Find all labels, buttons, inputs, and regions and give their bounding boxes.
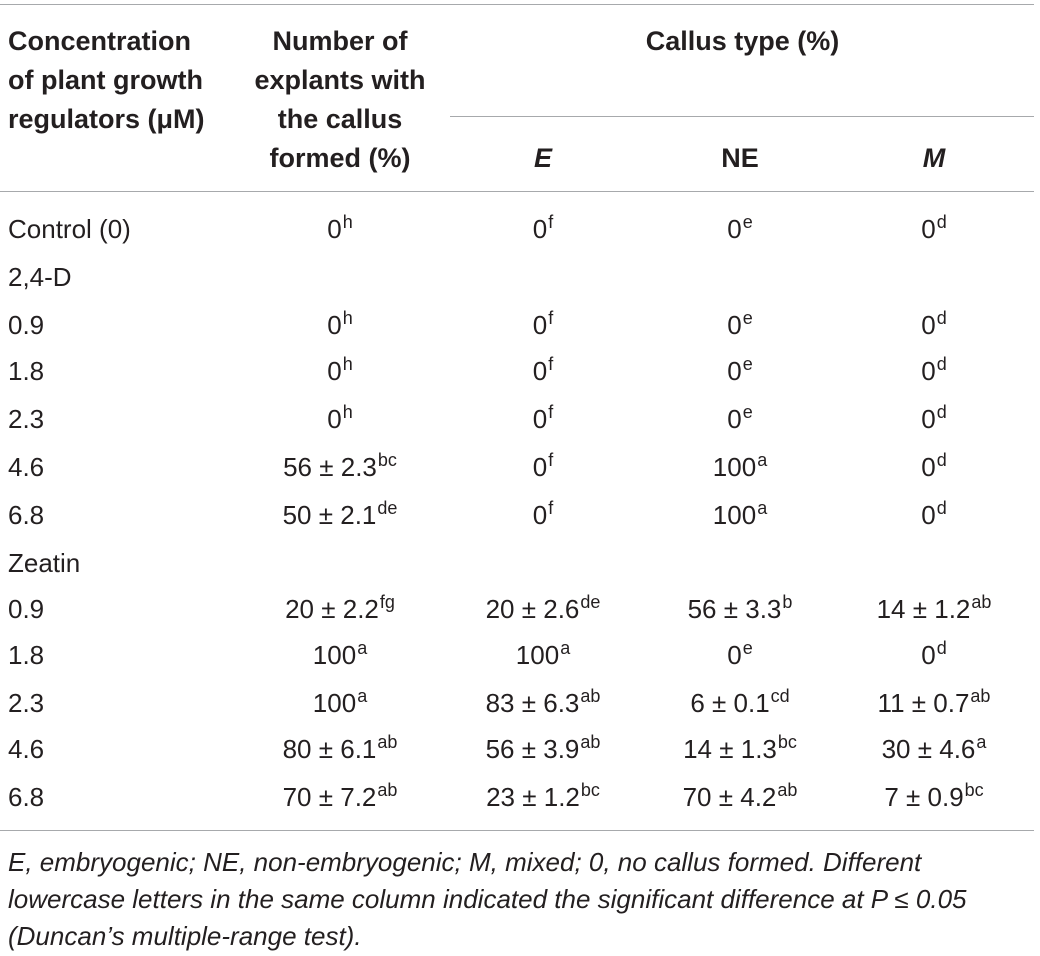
cell-value: 100	[312, 688, 357, 718]
row-label: Zeatin	[8, 548, 81, 578]
table-cell	[450, 452, 636, 485]
table-cell	[838, 594, 1030, 627]
table-cell	[450, 640, 636, 673]
significance-letter: h	[342, 308, 353, 328]
significance-letter: ab	[970, 686, 991, 706]
significance-letter: f	[548, 498, 554, 518]
cell-value: 0	[921, 214, 936, 244]
row-label: 0.9	[8, 594, 45, 624]
significance-letter: a	[757, 498, 768, 518]
significance-letter: ab	[580, 686, 601, 706]
significance-letter: e	[742, 212, 753, 232]
table-cell	[230, 734, 450, 767]
cell-value: 0	[921, 640, 936, 670]
significance-letter: ab	[971, 592, 992, 612]
table-cell	[450, 500, 636, 533]
significance-letter: d	[936, 450, 947, 470]
significance-letter: bc	[377, 450, 397, 470]
cell-value: 100	[712, 452, 757, 482]
significance-letter: cd	[770, 686, 790, 706]
table-cell	[645, 782, 835, 815]
cell-value: 100	[712, 500, 757, 530]
row-label: 4.6	[8, 452, 45, 482]
significance-letter: a	[357, 638, 368, 658]
table-cell	[838, 782, 1030, 815]
cell-value: 0	[727, 214, 742, 244]
table-cell	[645, 310, 835, 343]
cell-value: 0	[921, 310, 936, 340]
cell-value: 83 ± 6.3	[485, 688, 580, 718]
cell-value: 50 ± 2.1	[282, 500, 377, 530]
significance-letter: a	[357, 686, 368, 706]
significance-letter: e	[742, 354, 753, 374]
header-number-explants	[230, 22, 450, 178]
table-cell	[230, 214, 450, 247]
cell-value: 70 ± 7.2	[282, 782, 377, 812]
table-cell	[450, 310, 636, 343]
table-cell	[838, 688, 1030, 721]
significance-letter: fg	[379, 592, 395, 612]
significance-letter: e	[742, 402, 753, 422]
table-cell	[838, 310, 1030, 343]
table-cell	[838, 404, 1030, 437]
table-cell	[230, 640, 450, 673]
row-label: 1.8	[8, 356, 45, 386]
table-cell	[230, 500, 450, 533]
cell-value: 0	[532, 404, 548, 434]
cell-value: 0	[327, 356, 342, 386]
cell-value: 56 ± 3.9	[485, 734, 580, 764]
significance-letter: h	[342, 212, 353, 232]
cell-value: 14 ± 1.3	[683, 734, 777, 764]
cell-value: 56 ± 2.3	[283, 452, 377, 482]
table-cell	[645, 404, 835, 437]
significance-letter: de	[580, 592, 601, 612]
significance-letter: ab	[580, 732, 601, 752]
significance-letter: f	[548, 308, 554, 328]
significance-letter: h	[342, 402, 353, 422]
row-label: 0.9	[8, 310, 45, 340]
table-cell	[645, 594, 835, 627]
cell-value: 0	[921, 500, 936, 530]
table-cell	[645, 688, 835, 721]
significance-letter: a	[976, 732, 987, 752]
table-cell	[230, 310, 450, 343]
table-cell	[450, 734, 636, 767]
cell-value: 0	[532, 500, 548, 530]
table-cell	[645, 734, 835, 767]
table-cell	[450, 356, 636, 389]
significance-letter: de	[377, 498, 398, 518]
cell-value: 70 ± 4.2	[682, 782, 777, 812]
cell-value: 0	[727, 404, 742, 434]
cell-value: 0	[327, 310, 342, 340]
row-label: 2,4-D	[8, 262, 72, 292]
header-concentration-line: Concentration	[8, 26, 192, 56]
row-label: Control (0)	[8, 214, 131, 244]
header-e: E	[533, 143, 552, 173]
significance-letter: bc	[580, 780, 600, 800]
table-cell	[230, 782, 450, 815]
significance-letter: d	[936, 638, 947, 658]
significance-letter: ab	[377, 780, 398, 800]
header-callus-type: Callus type (%)	[645, 26, 840, 56]
significance-letter: a	[560, 638, 571, 658]
table-cell	[838, 734, 1030, 767]
table-cell	[450, 782, 636, 815]
header-m: M	[922, 143, 946, 173]
significance-letter: d	[936, 498, 947, 518]
table-bottom-rule	[0, 830, 1034, 831]
row-label: 2.3	[8, 688, 45, 718]
header-bottom-rule	[0, 191, 1034, 192]
table-cell	[230, 688, 450, 721]
cell-value: 0	[921, 356, 936, 386]
significance-letter: e	[742, 638, 753, 658]
table-cell	[450, 214, 636, 247]
cell-value: 6 ± 0.1	[690, 688, 770, 718]
significance-letter: bc	[964, 780, 984, 800]
table-cell	[838, 356, 1030, 389]
table-cell	[838, 452, 1030, 485]
row-label: 2.3	[8, 404, 45, 434]
significance-letter: ab	[777, 780, 798, 800]
header-concentration-line: regulators (μM)	[8, 104, 205, 134]
table-cell	[230, 594, 450, 627]
significance-letter: d	[936, 402, 947, 422]
cell-value: 0	[532, 214, 548, 244]
cell-value: 0	[532, 310, 548, 340]
row-label: 4.6	[8, 734, 45, 764]
table-cell	[645, 640, 835, 673]
cell-value: 0	[727, 310, 742, 340]
table-top-rule	[0, 4, 1034, 5]
significance-letter: d	[936, 354, 947, 374]
row-label: 6.8	[8, 500, 45, 530]
significance-letter: bc	[777, 732, 797, 752]
cell-value: 80 ± 6.1	[282, 734, 377, 764]
header-number-explants-line: formed (%)	[269, 143, 411, 173]
cell-value: 7 ± 0.9	[884, 782, 964, 812]
row-label: 6.8	[8, 782, 45, 812]
cell-value: 0	[921, 404, 936, 434]
cell-value: 20 ± 2.6	[485, 594, 580, 624]
cell-value: 0	[727, 356, 742, 386]
table-cell	[450, 404, 636, 437]
header-concentration-line: of plant growth	[8, 65, 203, 95]
significance-letter: f	[548, 450, 554, 470]
cell-value: 56 ± 3.3	[687, 594, 782, 624]
table-cell	[838, 500, 1030, 533]
cell-value: 0	[921, 452, 936, 482]
cell-value: 0	[327, 214, 342, 244]
table-cell	[645, 356, 835, 389]
table-cell	[230, 452, 450, 485]
significance-letter: d	[936, 308, 947, 328]
table-cell	[230, 356, 450, 389]
significance-letter: h	[342, 354, 353, 374]
row-label: 1.8	[8, 640, 45, 670]
cell-value: 30 ± 4.6	[881, 734, 976, 764]
header-number-explants-line: the callus	[277, 104, 403, 134]
table-cell	[450, 688, 636, 721]
cell-value: 100	[312, 640, 357, 670]
header-concentration	[8, 22, 248, 139]
table-cell	[645, 500, 835, 533]
significance-letter: f	[548, 354, 554, 374]
cell-value: 14 ± 1.2	[876, 594, 971, 624]
significance-letter: f	[548, 212, 554, 232]
cell-value: 11 ± 0.7	[877, 688, 970, 718]
cell-value: 100	[515, 640, 560, 670]
table-cell	[838, 640, 1030, 673]
significance-letter: f	[548, 402, 554, 422]
significance-letter: ab	[377, 732, 398, 752]
significance-letter: d	[936, 212, 947, 232]
header-number-explants-line: explants with	[254, 65, 426, 95]
significance-letter: e	[742, 308, 753, 328]
cell-value: 0	[532, 356, 548, 386]
table-cell	[645, 452, 835, 485]
table-footnote: E, embryogenic; NE, non-embryogenic; M, mixed; 0, no callus formed. Different lowercase letters in the same column indicated the significant difference at P ≤ 0.05 (Duncan’s multiple-range test).	[8, 847, 967, 951]
header-number-explants-line: Number of	[272, 26, 408, 56]
table-cell	[230, 404, 450, 437]
cell-value: 0	[727, 640, 742, 670]
table-cell	[645, 214, 835, 247]
table-cell	[450, 594, 636, 627]
cell-value: 23 ± 1.2	[486, 782, 580, 812]
cell-value: 20 ± 2.2	[285, 594, 379, 624]
header-ne: NE	[721, 143, 759, 173]
callus-type-rule	[450, 116, 1034, 117]
significance-letter: b	[782, 592, 793, 612]
cell-value: 0	[532, 452, 548, 482]
cell-value: 0	[327, 404, 342, 434]
significance-letter: a	[757, 450, 768, 470]
table-cell	[838, 214, 1030, 247]
